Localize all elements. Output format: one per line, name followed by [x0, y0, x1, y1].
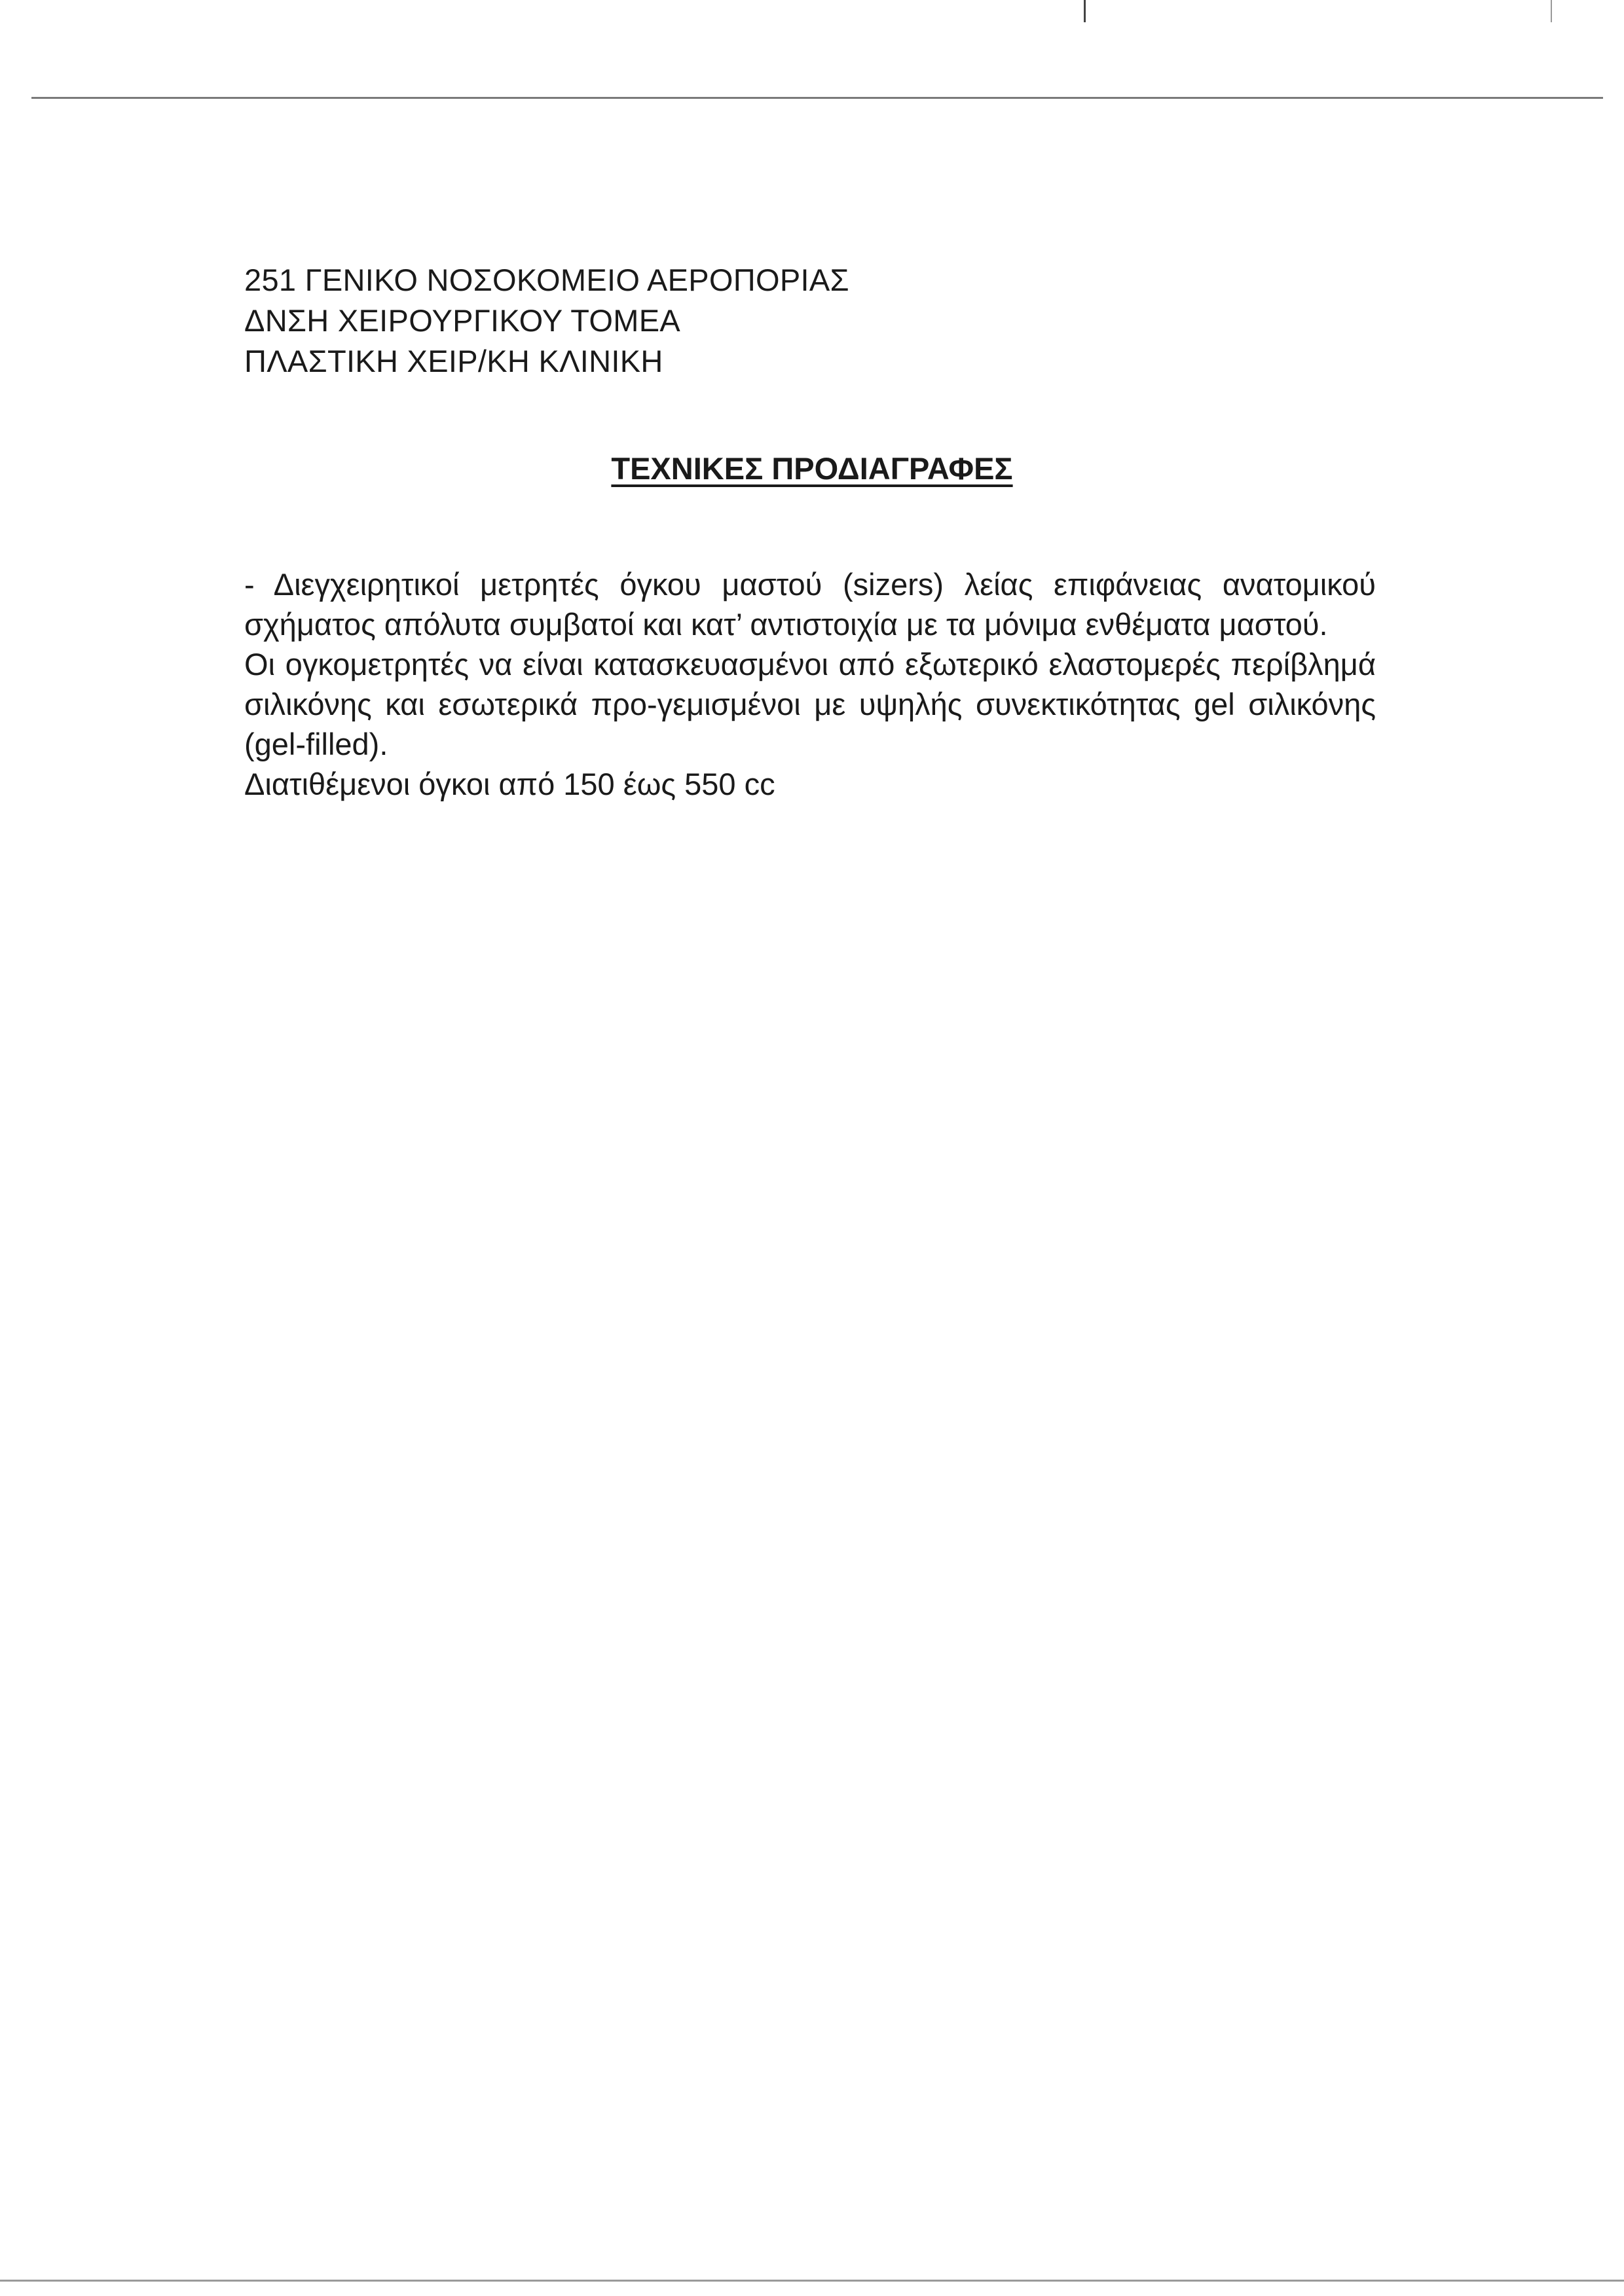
specification-body [244, 564, 1376, 804]
spec-paragraph-sizers: - Διεγχειρητικοί μετρητές όγκου μαστού (sizers) λείας επιφάνειας ανατομικού σχήματος απόλυτα συμβατοί και κατ’ αντιστοιχία με τα μόνιμα ενθέματα μαστού. [244, 567, 1376, 642]
scan-edge-line [31, 97, 1603, 99]
header-line-directorate: ΔΝΣΗ ΧΕΙΡΟΥΡΓΙΚΟΥ ΤΟΜΕΑ [244, 303, 681, 338]
spec-paragraph-material: Οι ογκομετρητές να είναι κατασκευασμένοι από εξωτερικό ελαστομερές περίβλημά σιλικόνης και εσωτερικά προ-γεμισμένοι με υψηλής συνεκτικότητας gel σιλικόνης (gel-filled). [244, 647, 1376, 761]
scan-edge-line [0, 2280, 1624, 2282]
scan-mark [1084, 0, 1086, 22]
spec-paragraph-volumes: Διατιθέμενοι όγκοι από 150 έως 550 cc [244, 767, 775, 801]
scan-mark [1551, 0, 1552, 22]
header-line-hospital: 251 ΓΕΝΙΚΟ ΝΟΣΟΚΟΜΕΙΟ ΑΕΡΟΠΟΡΙΑΣ [244, 263, 849, 297]
header-line-clinic: ΠΛΑΣΤΙΚΗ ΧΕΙΡ/ΚΗ ΚΛΙΝΙΚΗ [244, 344, 663, 378]
letterhead [244, 260, 849, 382]
document-title: ΤΕΧΝΙΚΕΣ ΠΡΟΔΙΑΓΡΑΦΕΣ [611, 451, 1013, 486]
